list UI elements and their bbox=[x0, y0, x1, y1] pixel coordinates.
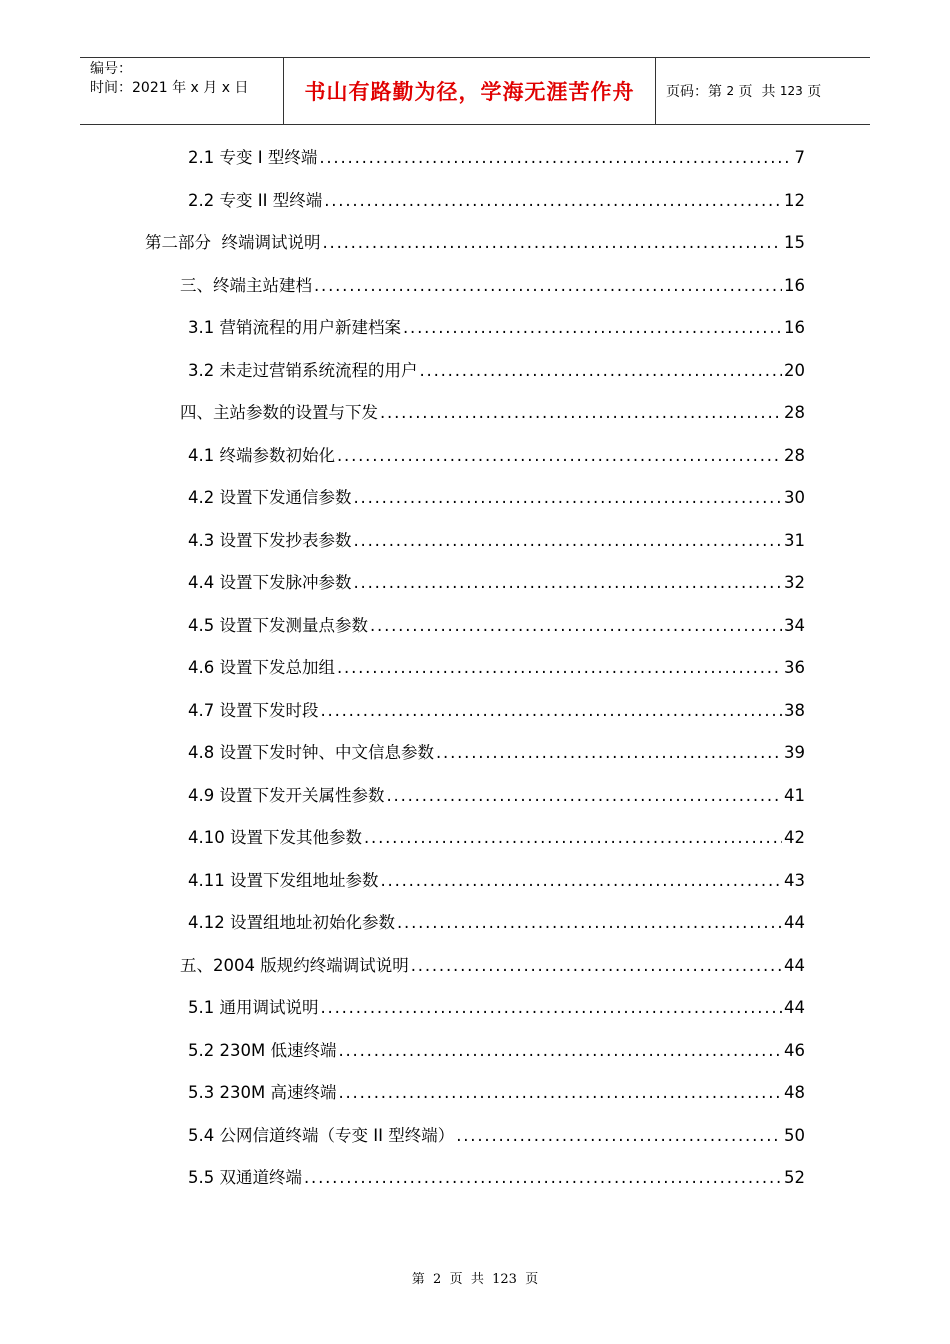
toc-entry[interactable] bbox=[188, 1081, 805, 1105]
toc-leader bbox=[314, 274, 782, 298]
toc-entry[interactable] bbox=[188, 614, 805, 638]
toc-entry[interactable] bbox=[180, 401, 805, 425]
toc-leader bbox=[321, 699, 783, 723]
toc-entry-page: 28 bbox=[784, 446, 805, 465]
toc-entry-title: 2.1 专变 I 型终端 bbox=[188, 148, 318, 167]
toc-entry-title: 三、终端主站建档 bbox=[180, 276, 312, 295]
toc-entry[interactable] bbox=[188, 699, 805, 723]
toc-entry-page: 16 bbox=[784, 276, 805, 295]
toc-entry[interactable] bbox=[145, 231, 805, 255]
page-total: 123 bbox=[779, 84, 803, 98]
toc-leader bbox=[364, 826, 782, 850]
toc-entry-title: 4.7 设置下发时段 bbox=[188, 701, 319, 720]
toc-entry[interactable] bbox=[188, 529, 805, 553]
header-info bbox=[80, 58, 284, 124]
toc-leader bbox=[403, 316, 782, 340]
toc-entry-title: 4.4 设置下发脉冲参数 bbox=[188, 573, 352, 592]
toc-entry-title: 4.3 设置下发抄表参数 bbox=[188, 531, 352, 550]
toc-entry-page: 48 bbox=[784, 1083, 805, 1102]
toc-leader bbox=[338, 1039, 782, 1063]
toc-leader bbox=[370, 614, 782, 638]
toc-leader bbox=[337, 444, 782, 468]
header-page-info bbox=[656, 58, 870, 124]
toc-entry-page: 7 bbox=[794, 148, 805, 167]
toc-entry-title: 5.4 公网信道终端（专变 II 型终端） bbox=[188, 1126, 455, 1145]
toc-entry[interactable] bbox=[188, 1124, 805, 1148]
toc-entry-page: 34 bbox=[784, 616, 805, 635]
toc-entry-page: 38 bbox=[784, 701, 805, 720]
toc-leader bbox=[338, 1081, 782, 1105]
toc-entry[interactable] bbox=[188, 741, 805, 765]
toc-leader bbox=[337, 656, 782, 680]
toc-entry[interactable] bbox=[188, 656, 805, 680]
toc-entry-title: 4.12 设置组地址初始化参数 bbox=[188, 913, 395, 932]
toc-entry-page: 20 bbox=[784, 361, 805, 380]
page-current: 2 bbox=[726, 84, 735, 98]
page-label-prefix: 页码：第 bbox=[666, 84, 727, 100]
toc-entry-page: 44 bbox=[784, 998, 805, 1017]
toc-entry-page: 36 bbox=[784, 658, 805, 677]
toc-entry-title: 4.2 设置下发通信参数 bbox=[188, 488, 352, 507]
toc-entry-page: 15 bbox=[784, 233, 805, 252]
toc-entry-title: 五、2004 版规约终端调试说明 bbox=[180, 956, 409, 975]
toc-entry-page: 31 bbox=[784, 531, 805, 550]
toc-entry-title: 5.3 230M 高速终端 bbox=[188, 1083, 337, 1102]
toc-leader bbox=[380, 401, 782, 425]
toc-entry-page: 30 bbox=[784, 488, 805, 507]
toc-entry[interactable] bbox=[188, 316, 805, 340]
header-motto: 书山有路勤为径，学海无涯苦作舟 bbox=[284, 58, 656, 124]
toc-entry-title: 四、主站参数的设置与下发 bbox=[180, 403, 378, 422]
toc-entry-title: 4.8 设置下发时钟、中文信息参数 bbox=[188, 743, 434, 762]
toc-entry-title: 4.6 设置下发总加组 bbox=[188, 658, 335, 677]
toc-leader bbox=[354, 571, 783, 595]
toc-entry-title: 5.5 双通道终端 bbox=[188, 1168, 302, 1187]
toc-entry[interactable] bbox=[180, 274, 805, 298]
toc-entry-page: 28 bbox=[784, 403, 805, 422]
toc-entry[interactable] bbox=[188, 869, 805, 893]
toc-entry-page: 43 bbox=[784, 871, 805, 890]
toc-entry-title: 4.11 设置下发组地址参数 bbox=[188, 871, 379, 890]
toc-entry-page: 46 bbox=[784, 1041, 805, 1060]
toc-entry-page: 39 bbox=[784, 743, 805, 762]
toc-entry[interactable] bbox=[188, 444, 805, 468]
toc-entry-title: 3.1 营销流程的用户新建档案 bbox=[188, 318, 401, 337]
toc-entry[interactable] bbox=[188, 571, 805, 595]
toc-leader bbox=[321, 996, 783, 1020]
page-footer: 第 2 页 共 123 页 bbox=[411, 1272, 539, 1287]
toc-entry-page: 44 bbox=[784, 956, 805, 975]
toc-leader bbox=[456, 1124, 782, 1148]
toc-leader bbox=[354, 529, 783, 553]
toc-entry-title: 4.9 设置下发开关属性参数 bbox=[188, 786, 385, 805]
toc-entry-page: 16 bbox=[784, 318, 805, 337]
toc-entry[interactable] bbox=[180, 954, 805, 978]
toc-entry[interactable] bbox=[188, 359, 805, 383]
toc-entry-page: 42 bbox=[784, 828, 805, 847]
page-label-mid: 页 共 bbox=[734, 84, 780, 100]
toc-entry-page: 12 bbox=[784, 191, 805, 210]
toc-entry[interactable] bbox=[188, 826, 805, 850]
toc-entry-title: 5.1 通用调试说明 bbox=[188, 998, 319, 1017]
toc-leader bbox=[420, 359, 783, 383]
toc-entry-title: 第二部分 终端调试说明 bbox=[145, 233, 321, 252]
toc-leader bbox=[397, 911, 782, 935]
toc-entry[interactable] bbox=[188, 911, 805, 935]
toc-entry-page: 32 bbox=[784, 573, 805, 592]
toc-entry-title: 3.2 未走过营销系统流程的用户 bbox=[188, 361, 418, 380]
toc-entry-title: 5.2 230M 低速终端 bbox=[188, 1041, 337, 1060]
toc-entry-page: 50 bbox=[784, 1126, 805, 1145]
toc-entry-title: 4.10 设置下发其他参数 bbox=[188, 828, 362, 847]
page-header bbox=[80, 57, 870, 125]
toc-leader bbox=[319, 146, 792, 170]
toc-leader bbox=[354, 486, 783, 510]
number-label: 编号： bbox=[90, 61, 132, 77]
toc-leader bbox=[304, 1166, 782, 1190]
toc-entry[interactable] bbox=[188, 146, 805, 170]
toc-entry-page: 41 bbox=[784, 786, 805, 805]
toc-entry[interactable] bbox=[188, 996, 805, 1020]
toc-entry-title: 2.2 专变 II 型终端 bbox=[188, 191, 323, 210]
page-label-suffix: 页 bbox=[802, 84, 822, 100]
toc-entry-title: 4.1 终端参数初始化 bbox=[188, 446, 335, 465]
toc-entry[interactable] bbox=[188, 189, 805, 213]
toc-leader bbox=[323, 231, 783, 255]
toc-entry-page: 44 bbox=[784, 913, 805, 932]
toc-leader bbox=[324, 189, 782, 213]
toc-entry[interactable] bbox=[188, 784, 805, 808]
toc-leader bbox=[387, 784, 783, 808]
toc-entry[interactable] bbox=[188, 486, 805, 510]
date-line: 时间：2021 年 x 月 x 日 bbox=[90, 80, 249, 96]
toc-leader bbox=[380, 869, 782, 893]
toc-entry[interactable] bbox=[188, 1166, 805, 1190]
toc-entry[interactable] bbox=[188, 1039, 805, 1063]
toc-leader bbox=[436, 741, 782, 765]
toc-entry-page: 52 bbox=[784, 1168, 805, 1187]
toc-leader bbox=[411, 954, 782, 978]
toc-entry-title: 4.5 设置下发测量点参数 bbox=[188, 616, 368, 635]
